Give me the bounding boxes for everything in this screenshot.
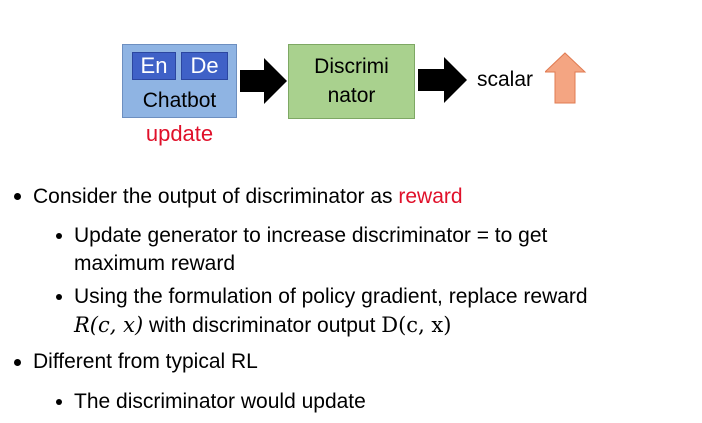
decoder-box (181, 52, 228, 80)
right-arrow-icon (240, 58, 288, 104)
chatbot-label: Chatbot (142, 89, 217, 112)
bullet-update-generator-line2: maximum reward (74, 252, 236, 275)
encoder-box (132, 52, 176, 80)
bullet-dot (56, 233, 62, 239)
bullet-consider (33, 183, 463, 211)
bullet-policy-gradient (74, 283, 588, 340)
bullet-discriminator-update: The discriminator would update (74, 390, 366, 413)
discriminator-label-line2: nator (327, 84, 376, 107)
decoder-label: De (190, 53, 219, 78)
discriminator-label-line1: Discrimi (314, 55, 389, 78)
bullet-consider-text: Consider the output of discriminator as (33, 185, 399, 208)
chatbot-box (122, 44, 237, 118)
right-arrow-icon (418, 57, 468, 103)
bullet-policy-gradient-mid: with discriminator output (149, 314, 376, 337)
update-label: update (145, 121, 214, 146)
bullet-update-generator (74, 222, 547, 278)
discriminator-box (288, 44, 415, 119)
discriminator-label (289, 52, 414, 110)
scalar-label: scalar (477, 68, 534, 91)
bullet-different: Different from typical RL (33, 350, 258, 373)
bullet-dot (56, 399, 62, 405)
bullet-dot (14, 359, 21, 366)
reward-highlight: reward (398, 185, 463, 208)
bullet-dot (14, 193, 21, 200)
math-d-expression: D(c, x) (381, 313, 452, 337)
up-arrow-icon (545, 52, 587, 104)
bullet-dot (56, 294, 62, 300)
bullet-policy-gradient-line1: Using the formulation of policy gradient, replace reward (74, 285, 588, 308)
bullet-update-generator-line1: Update generator to increase discriminator = to get (74, 224, 548, 247)
math-r-expression: R(c, x) (74, 313, 144, 337)
encoder-label: En (140, 53, 168, 78)
